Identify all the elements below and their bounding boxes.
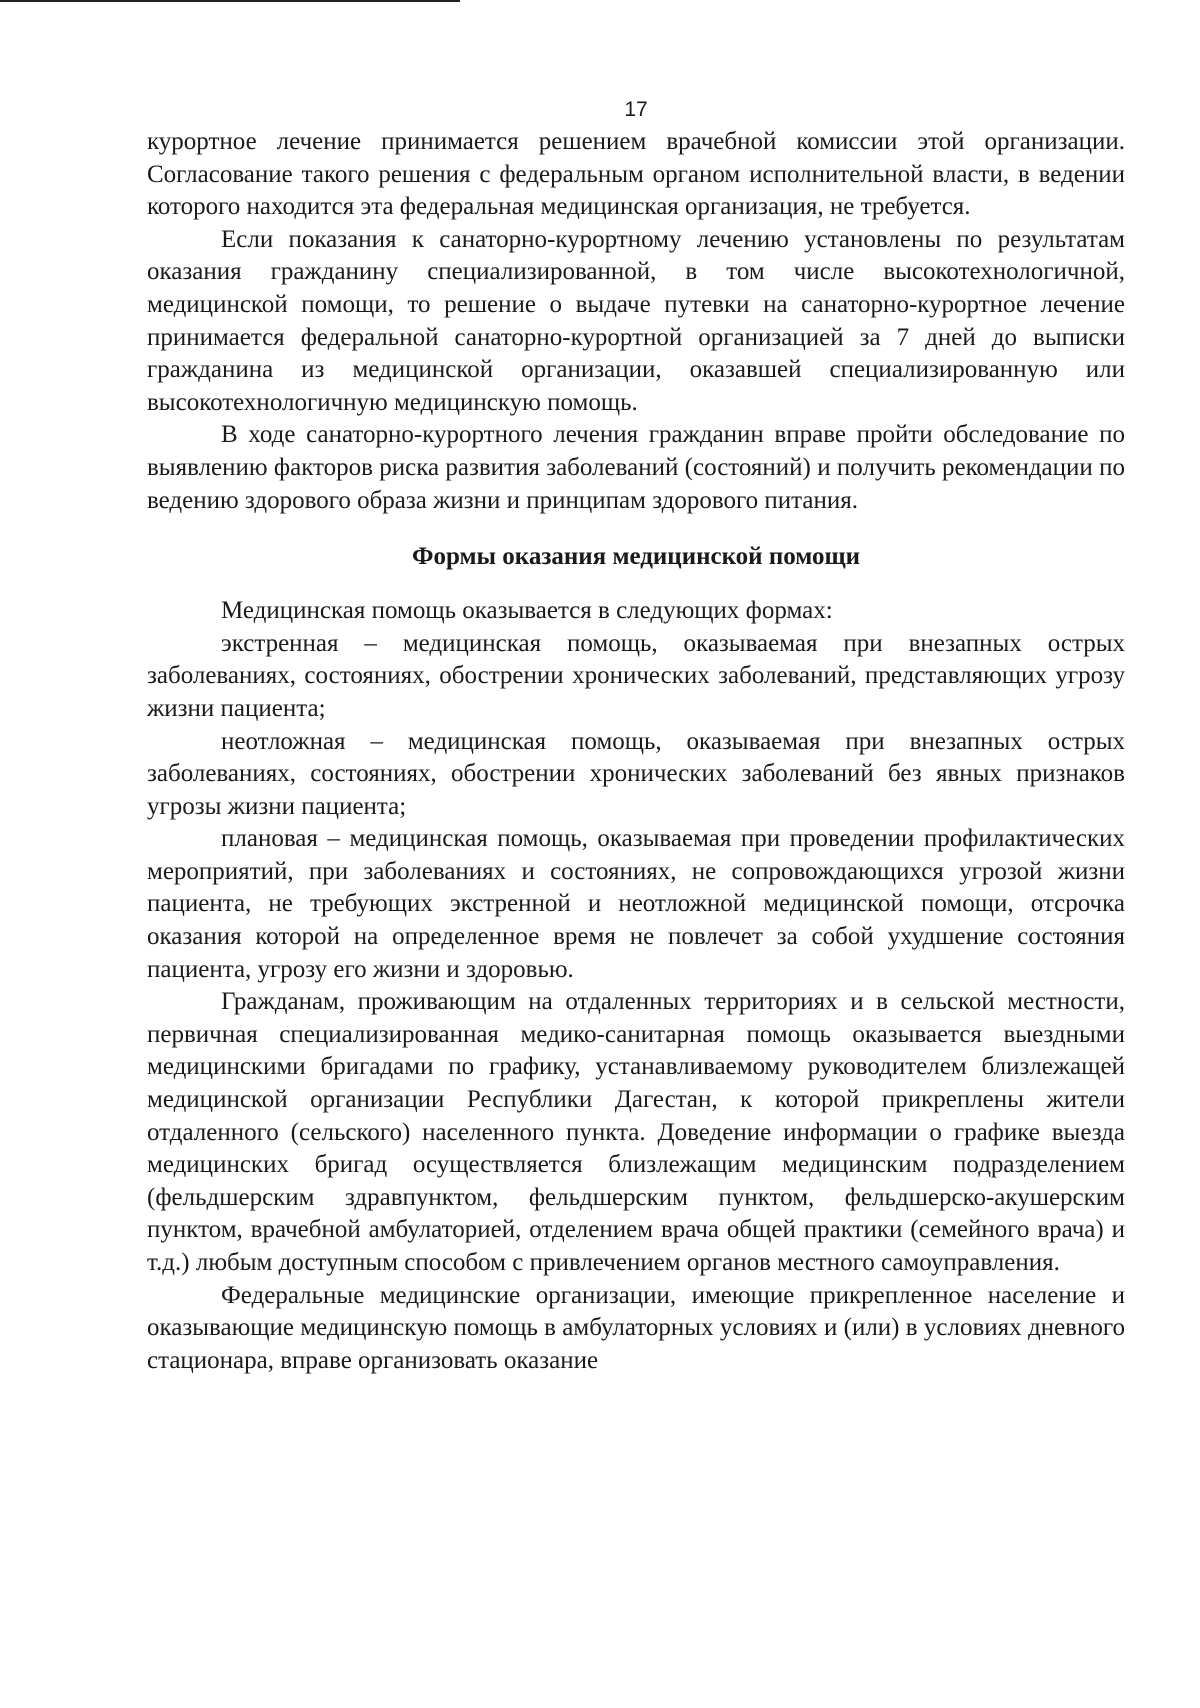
page-number: 17 [624,98,648,121]
scan-edge-line [0,0,460,2]
paragraph-forms-intro: Медицинская помощь оказывается в следующих формах: [221,597,833,625]
paragraph-sanatorium-examination: В ходе санаторно-курортного лечения гражданин вправе пройти обследование по выявлению факторов риска развития заболеваний (состояний) и получить рекомендации по ведению здорового образа жизни и принципам здорового питания. [147,421,1125,514]
paragraph-urgent-form: неотложная – медицинская помощь, оказываемая при внезапных острых заболеваниях, состояниях, обострении хронических заболеваний без явных признаков угрозы жизни пациента; [147,727,1125,820]
paragraph-planned-form: плановая – медицинская помощь, оказываемая при проведении профилактических мероприятий, при заболеваниях и состояниях, не сопровождающихся угрозой жизни пациента, не требующих экстренной и неотложной медицинской помощи, отсрочка оказания которой на определенное время не повлечет за собой ухудшение состояния пациента, угрозу его жизни и здоровью. [147,825,1125,983]
paragraph-continuation: курортное лечение принимается решением врачебной комиссии этой организации. Согласование такого решения с федеральным органом исполнительной власти, в ведении которого находится эта федеральная медицинская организация, не требуется. [147,128,1125,221]
paragraph-sanatorium-referral: Если показания к санаторно-курортному лечению установлены по результатам оказания гражданину специализированной, в том числе высокотехнологичной, медицинской помощи, то решение о выдаче путевки на санаторно-курортное лечение принимается федеральной санаторно-курортной организацией за 7 дней до выписки гражданина из медицинской организации, оказавшей специализированную или высокотехнологичную медицинскую помощь. [147,225,1125,416]
paragraph-federal-organizations: Федеральные медицинские организации, имеющие прикрепленное население и оказывающие медицинскую помощь в амбулаторных условиях и (или) в условиях дневного стационара, вправе организовать оказание [147,1281,1125,1374]
paragraph-emergency-form: экстренная – медицинская помощь, оказываемая при внезапных острых заболеваниях, состояниях, обострении хронических заболеваний, представляющих угрозу жизни пациента; [147,629,1125,722]
paragraph-remote-territories: Гражданам, проживающим на отдаленных территориях и в сельской местности, первичная специализированная медико-санитарная помощь оказывается выездными медицинскими бригадами по графику, устанавливаемому руководителем близлежащей медицинской организации Республики Дагестан, к которой прикреплены жители отдаленного (сельского) населенного пункта. Доведение информации о графике выезда медицинских бригад осуществляется близлежащим медицинским подразделением (фельдшерским здравпунктом, фельдшерским пунктом, фельдшерско-акушерским пунктом, врачебной амбулаторией, отделением врача общей практики (семейного врача) и т.д.) любым доступным способом с привлечением органов местного самоуправления. [147,988,1125,1276]
section-heading: Формы оказания медицинской помощи [412,543,860,571]
